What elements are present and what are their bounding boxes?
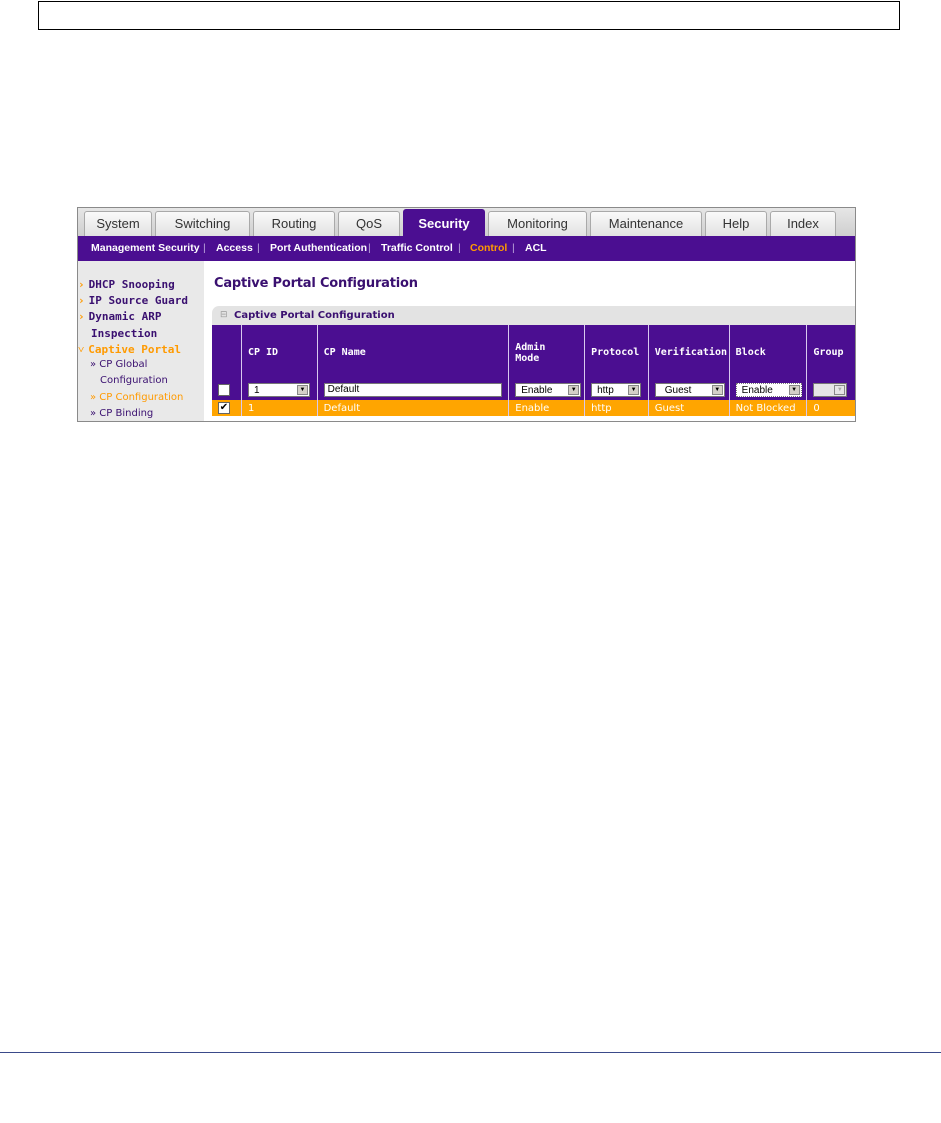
sidebar-item-cp-configuration[interactable]: » CP Configuration <box>90 392 184 403</box>
block-select[interactable]: Enable ▼ <box>736 383 802 397</box>
tab-index[interactable]: Index <box>770 211 836 236</box>
subnav-acl[interactable]: ACL <box>525 242 547 254</box>
dropdown-arrow-icon: ▼ <box>568 385 579 395</box>
edit-row-checkbox[interactable] <box>218 384 230 396</box>
left-sidebar <box>78 261 204 422</box>
row-select-cell <box>212 400 241 416</box>
table-row[interactable] <box>212 400 856 416</box>
dropdown-arrow-icon: ▼ <box>628 385 639 395</box>
tab-security[interactable]: Security <box>403 209 485 236</box>
tab-qos[interactable]: QoS <box>338 211 400 236</box>
row-verification: Guest <box>648 400 729 416</box>
subnav-separator: | <box>203 242 206 254</box>
dropdown-arrow-icon: ▼ <box>297 385 308 395</box>
subnav-access[interactable]: Access <box>216 242 253 254</box>
chevron-right-icon: › <box>78 294 85 307</box>
panel-header[interactable] <box>212 306 856 325</box>
captive-portal-table <box>212 325 856 416</box>
edit-verification-cell <box>648 380 729 400</box>
tab-maintenance[interactable]: Maintenance <box>590 211 702 236</box>
table-edit-row <box>212 380 856 400</box>
edit-block-cell <box>729 380 807 400</box>
table-header-row <box>212 325 856 380</box>
tab-routing[interactable]: Routing <box>253 211 335 236</box>
document-header-box <box>38 1 900 30</box>
header-verification: Verification <box>648 325 729 380</box>
panel-title: Captive Portal Configuration <box>234 310 395 321</box>
header-select <box>212 325 241 380</box>
subnav-separator: | <box>512 242 515 254</box>
subnav-control[interactable]: Control <box>470 242 508 254</box>
main-tab-bar <box>78 208 855 236</box>
group-select[interactable] <box>813 383 847 397</box>
row-cp-id: 1 <box>241 400 317 416</box>
dropdown-arrow-icon: ▼ <box>789 385 800 395</box>
row-group: 0 <box>807 400 856 416</box>
dropdown-arrow-icon: ▼ <box>834 385 845 395</box>
edit-cp-name-cell <box>317 380 509 400</box>
sidebar-item-cp-global-configuration[interactable]: Configuration <box>100 375 168 386</box>
header-cp-name: CP Name <box>317 325 509 380</box>
admin-mode-select[interactable]: Enable ▼ <box>515 383 581 397</box>
security-sub-nav <box>78 236 855 261</box>
sidebar-item-dynamic-arp[interactable]: › Dynamic ARP <box>78 310 162 323</box>
subnav-separator: | <box>257 242 260 254</box>
protocol-select[interactable]: http ▼ <box>591 383 641 397</box>
row-cp-name: Default <box>317 400 509 416</box>
chevron-right-icon: › <box>78 310 85 323</box>
subnav-separator: | <box>458 242 461 254</box>
sidebar-item-cp-global[interactable]: » CP Global <box>90 359 148 370</box>
tab-help[interactable]: Help <box>705 211 767 236</box>
edit-cp-id-cell <box>241 380 317 400</box>
page-title: Captive Portal Configuration <box>214 276 418 291</box>
screenshot-frame <box>77 207 856 422</box>
main-content <box>204 261 856 422</box>
verification-select[interactable]: Guest ▼ <box>655 383 725 397</box>
header-protocol: Protocol <box>585 325 649 380</box>
sidebar-item-inspection[interactable]: Inspection <box>91 327 158 340</box>
header-block: Block <box>729 325 807 380</box>
edit-select-cell <box>212 380 241 400</box>
subnav-port-authentication[interactable]: Port Authentication <box>270 242 368 254</box>
subnav-traffic-control[interactable]: Traffic Control <box>381 242 453 254</box>
header-cp-id: CP ID <box>241 325 317 380</box>
tab-switching[interactable]: Switching <box>155 211 250 236</box>
collapse-icon[interactable]: ⊟ <box>220 310 228 320</box>
chevron-right-icon: › <box>78 278 85 291</box>
header-group: Group <box>807 325 856 380</box>
edit-admin-mode-cell <box>509 380 585 400</box>
cp-name-input[interactable]: Default <box>324 383 502 397</box>
row-checkbox-checked[interactable]: ✔ <box>219 402 229 413</box>
row-protocol: http <box>585 400 649 416</box>
edit-protocol-cell <box>585 380 649 400</box>
row-block: Not Blocked <box>729 400 807 416</box>
sidebar-item-cp-binding[interactable]: » CP Binding <box>90 408 154 419</box>
edit-group-cell <box>807 380 856 400</box>
sidebar-item-ip-source-guard[interactable]: › IP Source Guard <box>78 294 188 307</box>
sidebar-item-captive-portal[interactable]: ˅ Captive Portal <box>78 343 181 356</box>
header-admin-mode: Admin Mode <box>509 325 585 380</box>
page-footer-rule <box>0 1052 941 1053</box>
tab-system[interactable]: System <box>84 211 152 236</box>
sidebar-item-dhcp-snooping[interactable]: › DHCP Snooping <box>78 278 175 291</box>
cp-id-select[interactable]: 1 ▼ <box>248 383 310 397</box>
chevron-down-icon: ˅ <box>78 343 85 356</box>
subnav-management-security[interactable]: Management Security <box>91 242 200 254</box>
tab-monitoring[interactable]: Monitoring <box>488 211 587 236</box>
dropdown-arrow-icon: ▼ <box>712 385 723 395</box>
row-admin-mode: Enable <box>509 400 585 416</box>
subnav-separator: | <box>368 242 371 254</box>
